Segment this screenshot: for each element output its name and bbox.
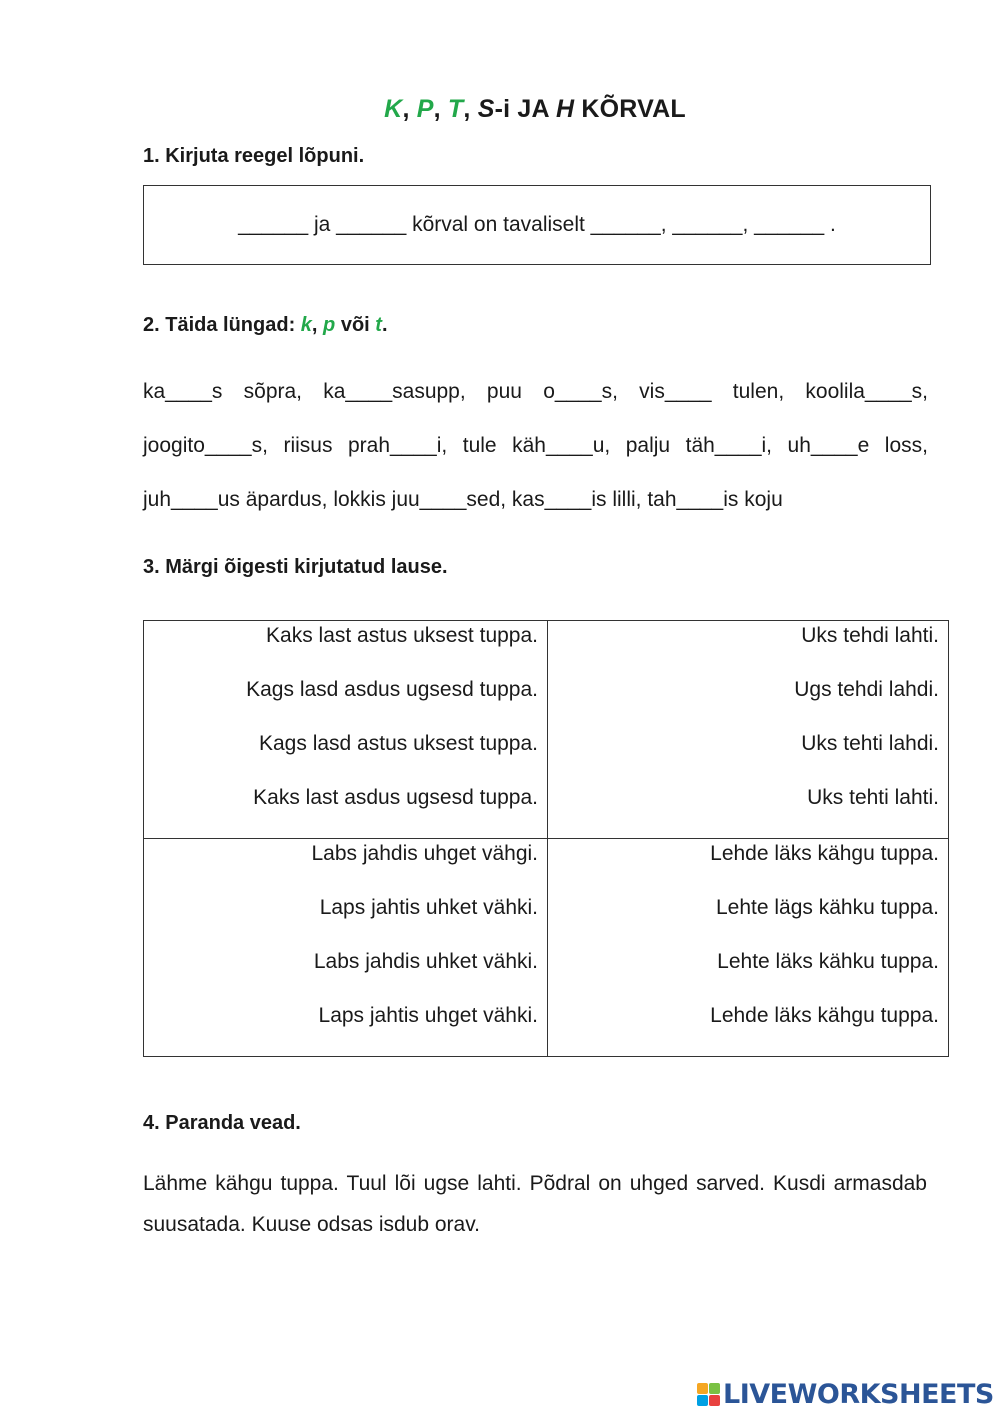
table-row [144,839,949,1057]
letter-p: p [323,314,336,336]
choice-option[interactable]: Uks tehti lahti. [807,786,939,809]
section2-heading-text: 2. Täida lüngad: [143,314,301,336]
choice-option[interactable]: Kags lasd astus uksest tuppa. [259,732,538,755]
title-letter-t: T [447,95,464,123]
choice-option[interactable]: Uks tehdi lahti. [801,624,939,647]
fill-line-2[interactable]: joogito____s, riisus prah____i, tule käh____u, palju täh____i, uh____e loss, [143,434,928,457]
choice-option[interactable]: Lehte läks kähku tuppa. [717,950,939,973]
title-text: KÕRVAL [574,95,686,123]
section1-heading: 1. Kirjuta reegel lõpuni. [143,145,365,167]
logo-square [709,1395,720,1406]
choice-cell-3 [144,839,548,1057]
title-letter-h: H [555,95,575,123]
choice-table [143,620,949,1057]
logo-text: LIVEWORKSHEETS [723,1378,994,1410]
rule-box [143,185,931,265]
table-row [144,621,949,839]
section2-heading [143,314,388,337]
letter-k: k [300,314,312,336]
section2-heading-text: või [335,314,376,336]
choice-cell-2 [548,621,949,839]
choice-cell-4 [548,839,949,1057]
choice-option[interactable]: Lehde läks kähgu tuppa. [710,1004,939,1027]
title-letter-p: P [416,95,434,123]
liveworksheets-logo [697,1379,994,1409]
choice-option[interactable]: Uks tehti lahdi. [801,732,939,755]
choice-option[interactable]: Kaks last astus uksest tuppa. [266,624,538,647]
worksheet-title [0,95,1000,124]
logo-icon [697,1383,720,1406]
choice-option[interactable]: Kags lasd asdus ugsesd tuppa. [246,678,538,701]
fill-line-3[interactable]: juh____us äpardus, lokkis juu____sed, kas____is lilli, tah____is koju [143,488,783,511]
title-letter-k: K [384,95,403,123]
section2-heading-text: . [381,314,388,336]
title-sep: , [463,95,478,123]
choice-option[interactable]: Laps jahtis uhget vähki. [318,1004,538,1027]
section4-heading: 4. Paranda vead. [143,1112,301,1134]
letter-t: t [375,314,382,336]
logo-square [697,1383,708,1394]
choice-option[interactable]: Lehde läks kähgu tuppa. [710,842,939,865]
title-sep: , [433,95,448,123]
section3-heading: 3. Märgi õigesti kirjutatud lause. [143,556,448,578]
choice-option[interactable]: Lehte lägs kähku tuppa. [715,896,939,919]
choice-option[interactable]: Ugs tehdi lahdi. [794,678,939,701]
title-letter-s: S [477,95,495,123]
choice-option[interactable]: Kaks last asdus ugsesd tuppa. [253,786,538,809]
logo-square [697,1395,708,1406]
title-text: -i JA [494,95,556,123]
logo-square [709,1383,720,1394]
correction-paragraph[interactable]: Lähme kähgu tuppa. Tuul lõi ugse lahti. Põdral on uhged sarved. Kusdi armasdab suusatada. Kuuse odsas isdub orav. [143,1172,927,1236]
choice-cell-1 [144,621,548,839]
choice-option[interactable]: Laps jahtis uhket vähki. [319,896,538,919]
title-sep: , [402,95,417,123]
section2-heading-text: , [311,314,324,336]
fill-line-1[interactable]: ka____s sõpra, ka____sasupp, puu o____s, vis____ tulen, koolila____s, [143,380,928,403]
choice-option[interactable]: Labs jahdis uhket vähki. [313,950,538,973]
rule-text[interactable]: ______ ja ______ kõrval on tavaliselt ______, ______, ______ . [238,213,836,236]
choice-option[interactable]: Labs jahdis uhget vähgi. [311,842,538,865]
